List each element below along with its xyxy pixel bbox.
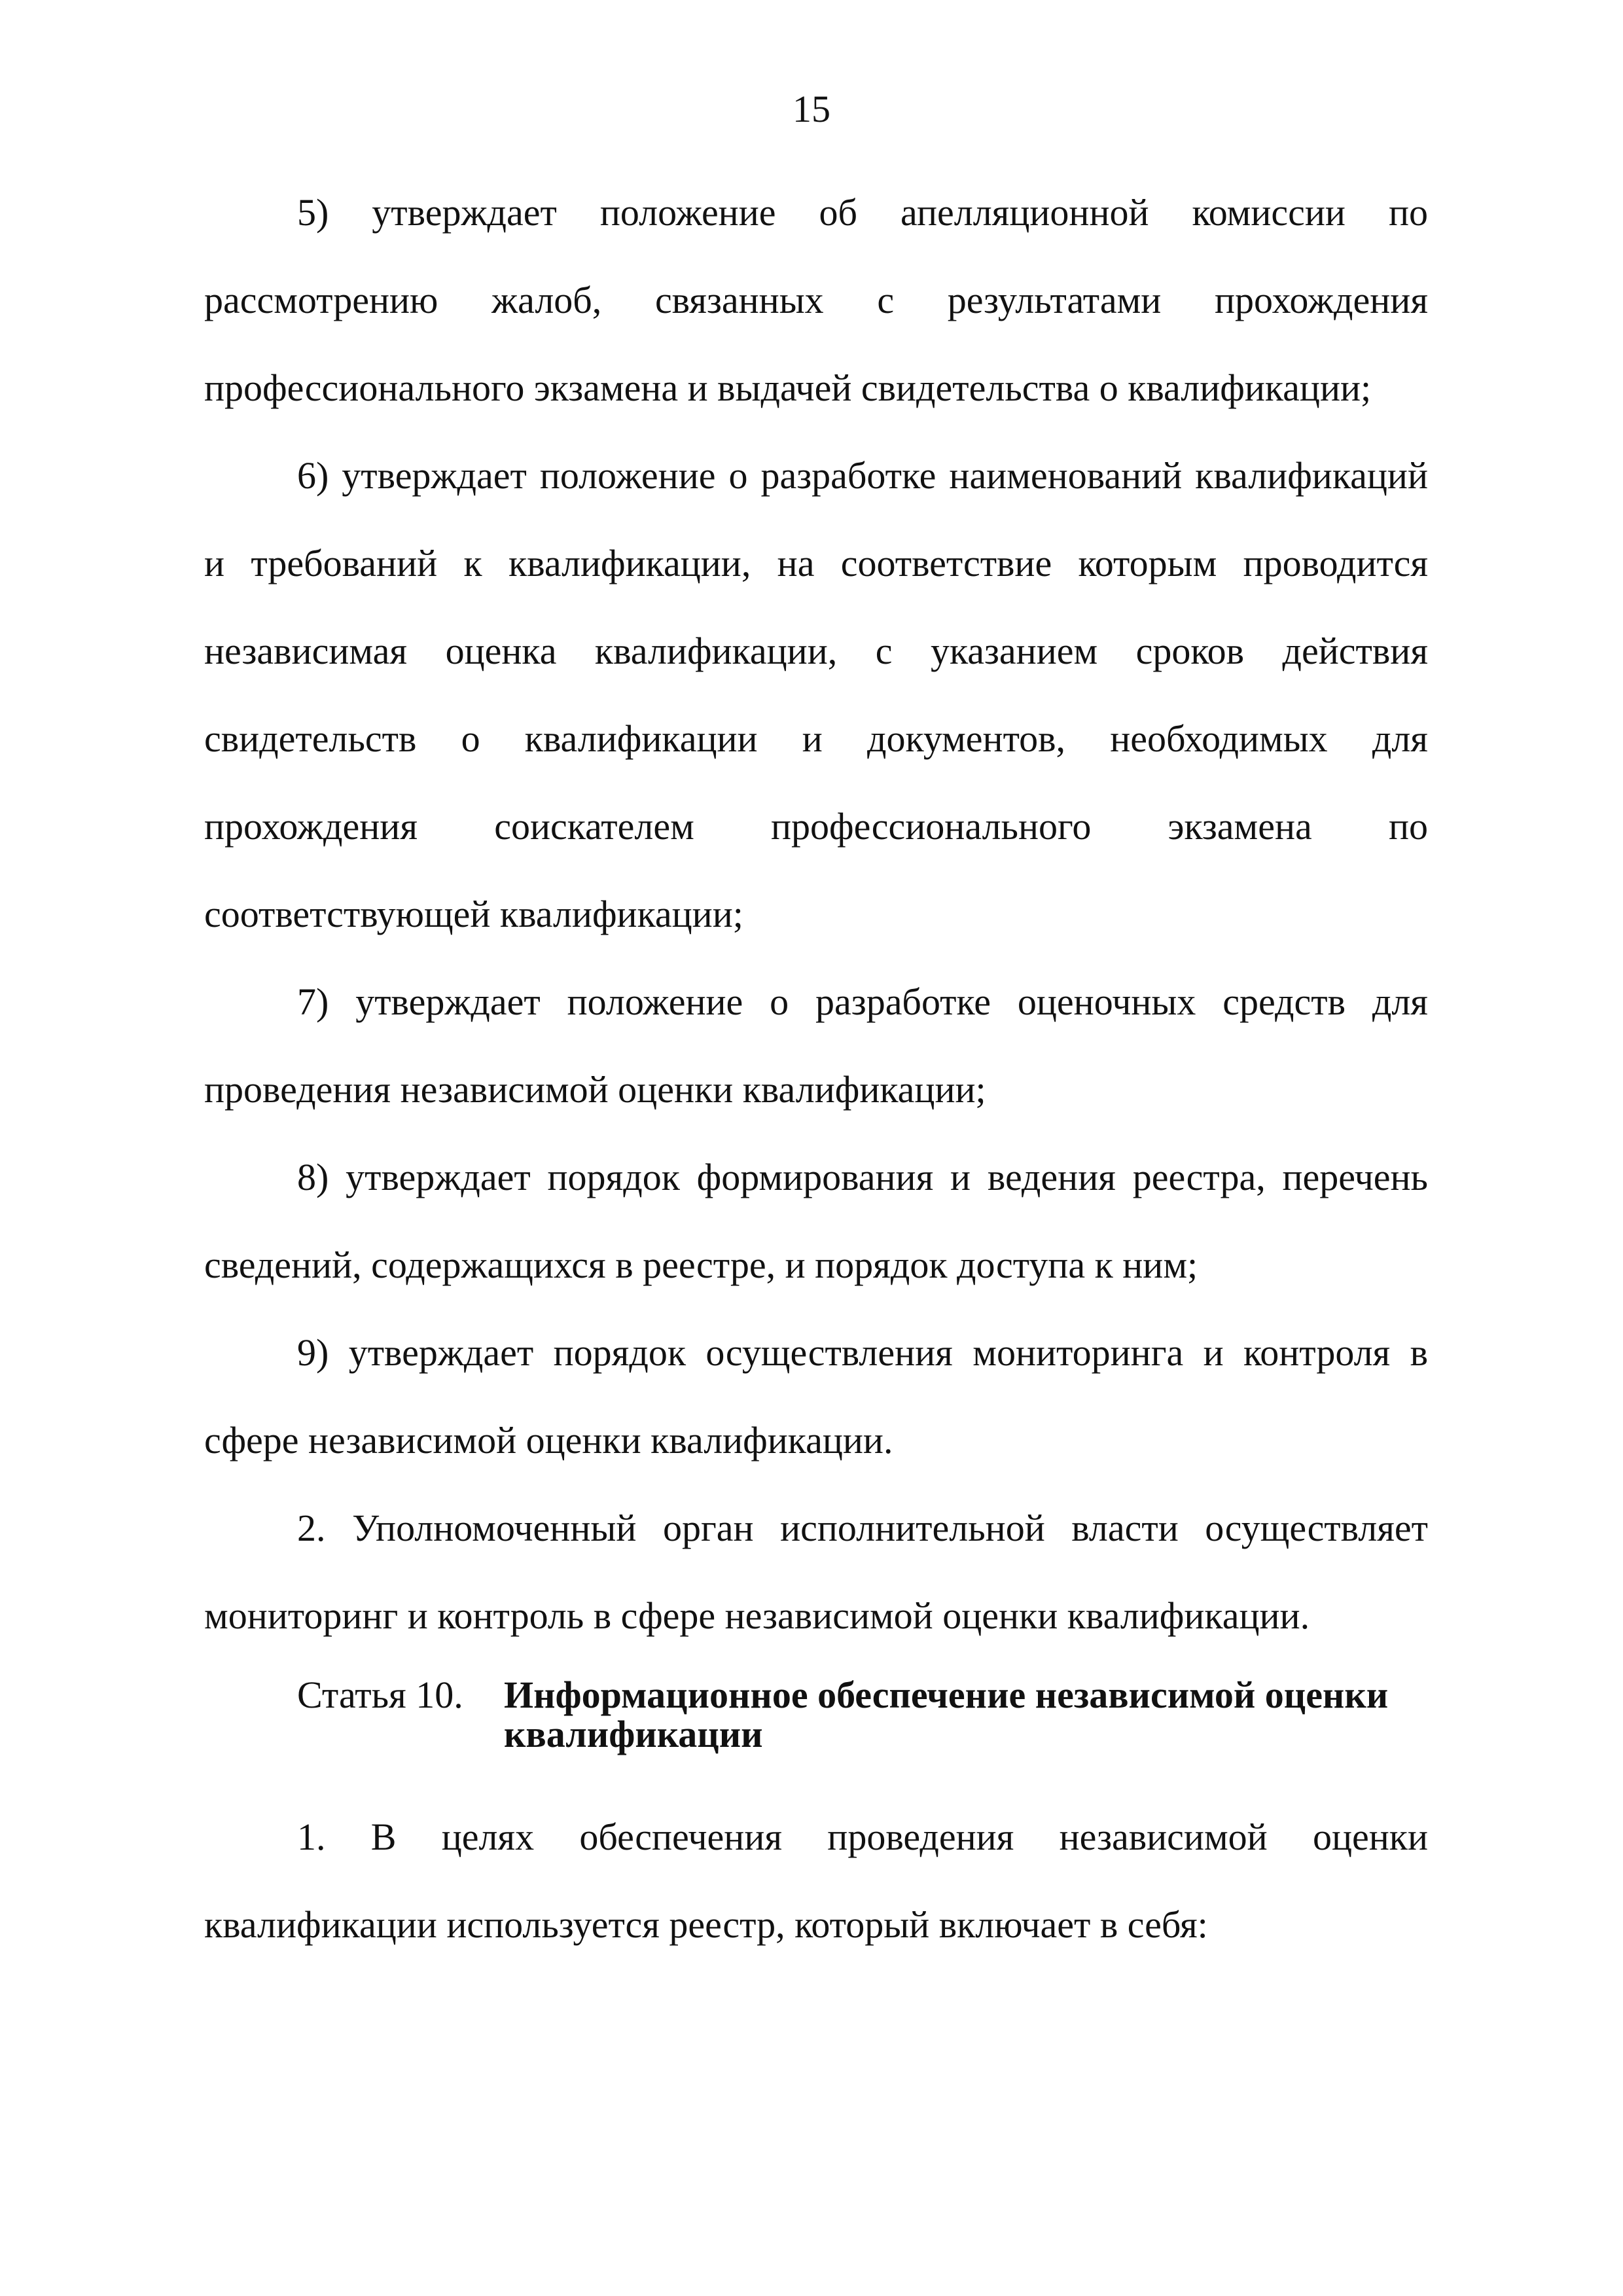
article-label: Статья 10. — [297, 1674, 463, 1716]
page-number: 15 — [793, 88, 830, 130]
paragraph-item-7: 7) утверждает положение о разработке оценочных средств для проведения независимой оценки квалификации; — [204, 980, 1428, 1111]
paragraph-item-9: 9) утверждает порядок осуществления мониторинга и контроля в сфере независимой оценки квалификации. — [204, 1331, 1428, 1462]
article-heading — [204, 1676, 1428, 1754]
paragraph-item-5: 5) утверждает положение об апелляционной комиссии по рассмотрению жалоб, связанных с результатами прохождения профессионального экзамена и выдачей свидетельства о квалификации; — [204, 191, 1428, 409]
article-title: Информационное обеспечение независимой оценки квалификации — [504, 1674, 1389, 1755]
paragraph-item-8: 8) утверждает порядок формирования и ведения реестра, перечень сведений, содержащихся в реестре, и порядок доступа к ним; — [204, 1156, 1428, 1286]
paragraph-clause-1: 1. В целях обеспечения проведения независимой оценки квалификации используется реестр, который включает в себя: — [204, 1816, 1428, 1946]
paragraph-item-6: 6) утверждает положение о разработке наименований квалификаций и требований к квалификации, на соответствие которым проводится независимая оценка квалификации, с указанием сроков действия свидетельств о квалификации и документов, необходимых для прохождения соискателем профессионального экзамена по соответствующей квалификации; — [204, 454, 1428, 935]
document-body — [204, 169, 1428, 1969]
paragraph-clause-2: 2. Уполномоченный орган исполнительной власти осуществляет мониторинг и контроль в сфере независимой оценки квалификации. — [204, 1507, 1428, 1637]
